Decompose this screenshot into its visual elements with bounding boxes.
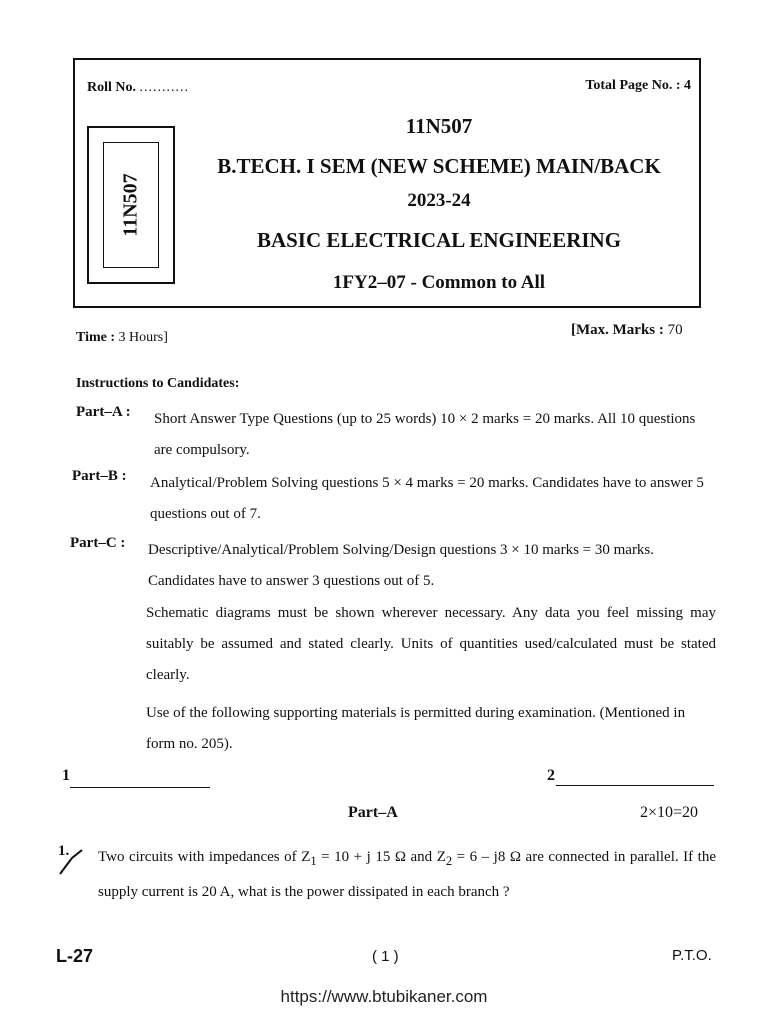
blank-1-line [70, 787, 210, 788]
blank-2-number: 2 [547, 767, 555, 784]
q1-z1-value: = 10 + j 15 Ω and Z [316, 849, 446, 865]
part-a-instruction: Short Answer Type Questions (up to 25 words) 10 × 2 marks = 20 marks. All 10 questions are compulsory. [154, 411, 696, 458]
side-paper-code: 11N507 [119, 173, 142, 237]
footer-code: L-27 [56, 946, 94, 966]
part-a-label: Part–A : [76, 404, 131, 420]
max-marks-value: 70 [667, 322, 683, 338]
course-title: B.TECH. I SEM (NEW SCHEME) MAIN/BACK [217, 154, 661, 178]
header-box [73, 58, 701, 308]
max-marks [571, 322, 683, 339]
roll-number [87, 80, 189, 96]
schematic-instruction: Schematic diagrams must be shown wherever necessary. Any data you feel missing may suitably be assumed and stated clearly. Units of quantities used/calculated must be stated clearly. [146, 605, 716, 683]
question-1-text [98, 842, 716, 908]
part-c-label: Part–C : [70, 535, 126, 551]
subject-code: 1FY2–07 - Common to All [332, 272, 546, 293]
max-marks-label: [Max. Marks : [571, 322, 664, 338]
time-value: 3 Hours] [118, 330, 168, 345]
part-a-heading: Part–A [348, 804, 398, 821]
part-b-label: Part–B : [72, 468, 127, 484]
paper-code: 11N507 [405, 114, 473, 138]
blank-1-number: 1 [62, 767, 70, 784]
q1-z2-value: = 6 – j8 Ω are connected in parallel. If the supply current is 20 A, what is the power dissipated in each branch ? [98, 849, 716, 900]
subject-title: BASIC ELECTRICAL ENGINEERING [256, 228, 622, 252]
part-a-marks: 2×10=20 [640, 804, 699, 821]
exam-time [76, 330, 168, 346]
z1-subscript: 1 [310, 854, 317, 868]
blank-2-line [556, 785, 714, 786]
part-c-instruction: Descriptive/Analytical/Problem Solving/Design questions 3 × 10 marks = 30 marks. Candidates have to answer 3 questions out of 5. [148, 542, 655, 589]
footer-page-number: ( 1 ) [372, 948, 399, 965]
z2-subscript: 2 [445, 854, 453, 868]
session-year: 2023-24 [407, 190, 471, 211]
source-url: https://www.btubikaner.com [280, 987, 488, 1006]
roll-label: Roll No. [87, 80, 136, 95]
question-1-number: 1. [58, 843, 70, 859]
footer-pto: P.T.O. [672, 947, 712, 964]
paper-code-box [87, 126, 175, 284]
part-b-instruction: Analytical/Problem Solving questions 5 × 4 marks = 20 marks. Candidates have to answer 5 questions out of 7. [150, 475, 704, 522]
paper-code-inner-box [103, 142, 159, 268]
time-label: Time : [76, 330, 116, 345]
total-pages: Total Page No. : 4 [585, 78, 691, 93]
roll-dots: ........... [139, 80, 189, 95]
q1-text-start: Two circuits with impedances of Z [98, 849, 311, 865]
instructions-title: Instructions to Candidates: [76, 376, 240, 391]
supporting-materials-instruction: Use of the following supporting materials is permitted during examination. (Mentioned in form no. 205). [146, 705, 686, 752]
